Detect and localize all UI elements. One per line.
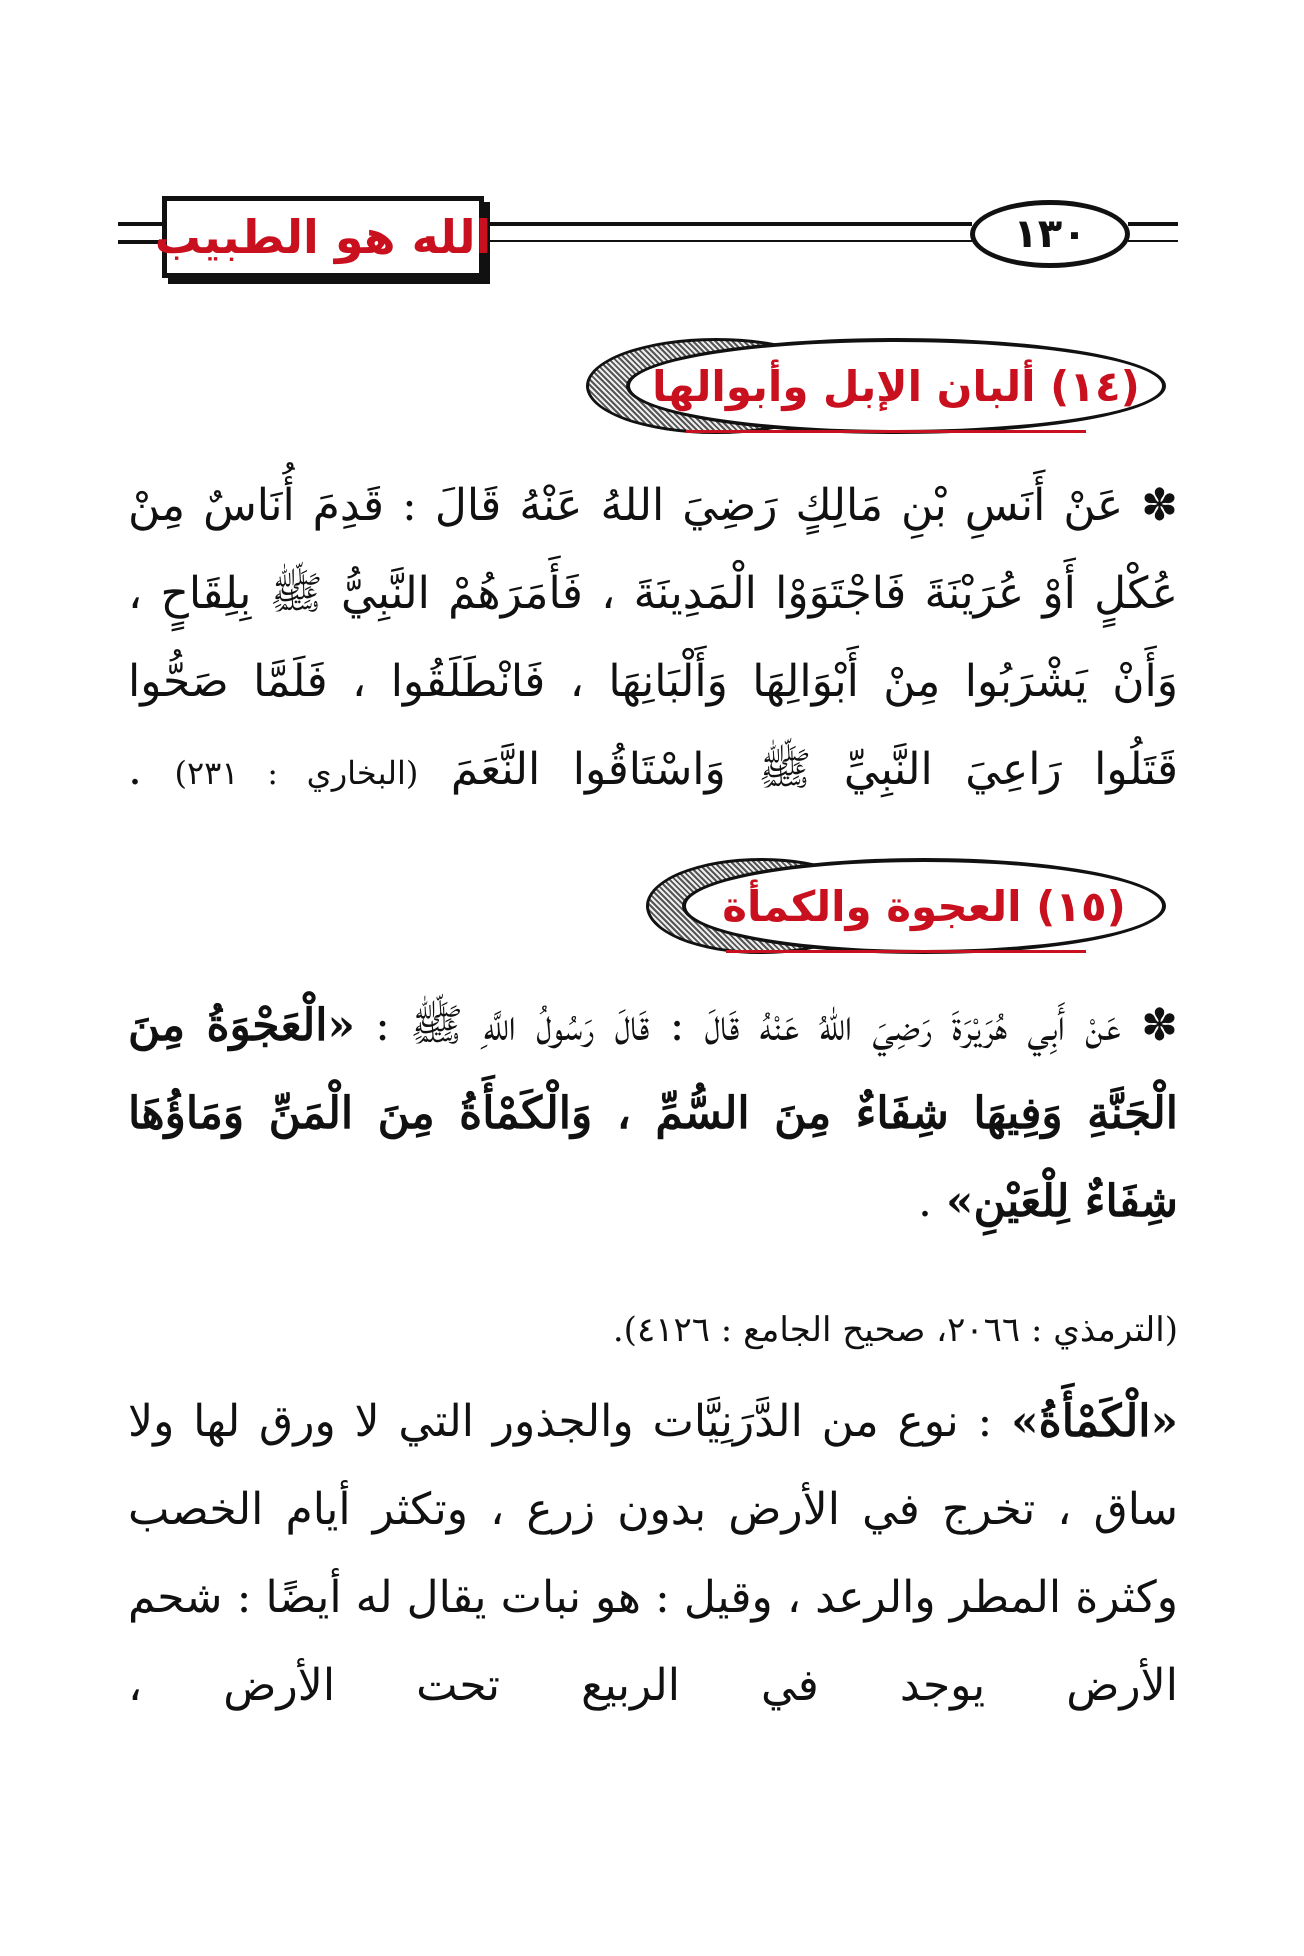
section-15-title: (١٥) العجوة والكمأة bbox=[722, 881, 1126, 931]
header-rule-middle-bottom bbox=[484, 240, 972, 242]
section-14-heading bbox=[586, 338, 1186, 438]
header-rule-right-top bbox=[1128, 222, 1178, 226]
hadith-1-reference: (البخاري : ٢٣١) bbox=[174, 754, 419, 792]
header-rule-middle-top bbox=[484, 222, 972, 226]
explanation-text: : نوع من الدَّرَنِيَّات والجذور التي لا ورق لها ولا ساق ، تخرج في الأرض بدون زرع ، وتكثر أيام الخصب وكثرة المطر والرعد ، وقيل : هو نبات يقال له أيضًا : شحم الأرض يوجد في الربيع تحت الأرض ، bbox=[128, 1396, 1178, 1711]
header-rule-right-bottom bbox=[1128, 240, 1178, 242]
explained-term: «الْكَمْأَةُ» bbox=[1011, 1396, 1178, 1447]
section-14-underline bbox=[686, 430, 1086, 433]
section-14-title: (١٤) ألبان الإبل وأبوالها bbox=[652, 361, 1140, 411]
page-number: ١٣٠ bbox=[1013, 211, 1087, 257]
hadith-paragraph-1: ✽ عَنْ أَنَسِ بْنِ مَالِكٍ رَضِيَ اللهُ عَنْهُ قَالَ : قَدِمَ أُنَاسٌ مِنْ عُكْلٍ أَوْ عُرَيْنَةَ فَاجْتَوَوْا الْمَدِينَةَ ، فَأَمَرَهُمْ النَّبِيُّ ﷺ بِلِقَاحٍ ، وَأَنْ يَشْرَبُوا مِنْ أَبْوَالِهَا وَأَلْبَانِهَا ، فَانْطَلَقُوا ، فَلَمَّا صَحُّوا قَتَلُوا رَاعِيَ النَّبِيِّ ﷺ وَاسْتَاقُوا النَّعَمَ (البخاري : ٢٣١) . bbox=[128, 480, 1178, 795]
hadith-2-reference: (الترمذي : ٢٠٦٦، صحيح الجامع : ٤١٢٦). bbox=[612, 1310, 1178, 1350]
hadith-2-quote: «الْعَجْوَةُ مِنَ الْجَنَّةِ وَفِيهَا شِفَاءٌ مِنَ السُّمِّ ، وَالْكَمْأَةُ مِنَ الْمَنِّ وَمَاؤُهَا شِفَاءٌ لِلْعَيْنِ» bbox=[128, 1000, 1178, 1227]
explanation-paragraph bbox=[128, 1378, 1178, 1730]
asterisk-icon: ✽ bbox=[1141, 480, 1178, 531]
section-15-heading bbox=[646, 858, 1186, 958]
page-number-badge bbox=[970, 200, 1130, 268]
hadith-1-text: عَنْ أَنَسِ بْنِ مَالِكٍ رَضِيَ اللهُ عَنْهُ قَالَ : قَدِمَ أُنَاسٌ مِنْ عُكْلٍ أَوْ عُرَيْنَةَ فَاجْتَوَوْا الْمَدِينَةَ ، فَأَمَرَهُمْ النَّبِيُّ ﷺ بِلِقَاحٍ ، وَأَنْ يَشْرَبُوا مِنْ أَبْوَالِهَا وَأَلْبَانِهَا ، فَانْطَلَقُوا ، فَلَمَّا صَحُّوا قَتَلُوا رَاعِيَ النَّبِيِّ ﷺ وَاسْتَاقُوا النَّعَمَ bbox=[128, 480, 1178, 795]
hadith-paragraph-2: ✽ عَنْ أَبِي هُرَيْرَةَ رَضِيَ اللهُ عَنْهُ قَالَ : قَالَ رَسُولُ اللَّهِ ﷺ : «الْعَجْوَةُ مِنَ الْجَنَّةِ وَفِيهَا شِفَاءٌ مِنَ السُّمِّ ، وَالْكَمْأَةُ مِنَ الْمَنِّ وَمَاؤُهَا شِفَاءٌ لِلْعَيْنِ» . bbox=[128, 1000, 1178, 1227]
running-title-text: الله هو الطبيب bbox=[154, 210, 492, 264]
running-title bbox=[154, 196, 492, 278]
hadith-2-intro: عَنْ أَبِي هُرَيْرَةَ رَضِيَ اللهُ عَنْهُ قَالَ : قَالَ رَسُولُ اللَّهِ ﷺ : bbox=[375, 1000, 1122, 1051]
section-15-underline bbox=[726, 950, 1086, 953]
asterisk-icon: ✽ bbox=[1141, 1000, 1178, 1051]
